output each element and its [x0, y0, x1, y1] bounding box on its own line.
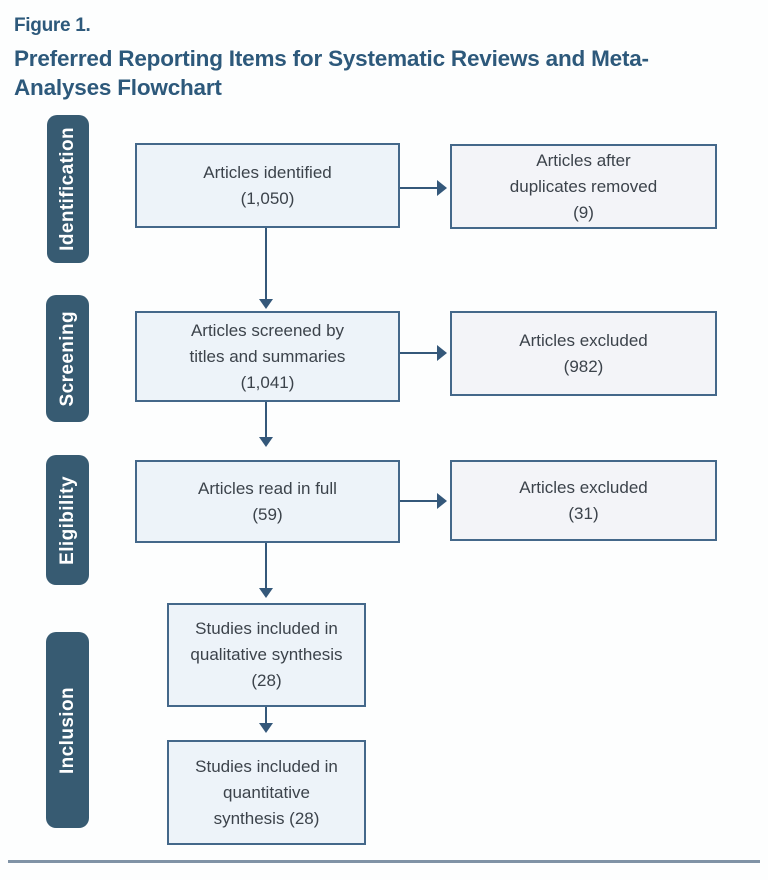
figure-title [14, 44, 754, 102]
figure-title-line-2: Analyses Flowchart [14, 75, 222, 100]
stage-label-inclusion [46, 632, 89, 828]
box-articles-identified-line1: Articles identified [203, 162, 332, 182]
box-articles-excluded-screening [450, 311, 717, 396]
stage-label-eligibility-text: Eligibility [56, 475, 78, 565]
box-excluded-31-line2: (31) [568, 503, 599, 523]
box-articles-identified-line2: (1,050) [240, 188, 295, 208]
box-articles-after-duplicates-removed [450, 144, 717, 229]
stage-label-identification [47, 115, 89, 263]
box-qualitative-line3: (28) [251, 671, 282, 690]
box-quantitative-line3: synthesis (28) [213, 808, 320, 828]
box-quantitative-line2: quantitative [223, 782, 310, 802]
box-articles-identified [135, 143, 400, 228]
box-duplicates-line2: duplicates removed [509, 176, 658, 196]
box-articles-excluded-eligibility [450, 460, 717, 541]
figure-bottom-rule [8, 860, 760, 863]
stage-label-screening [46, 295, 89, 422]
box-articles-read-in-full [135, 460, 400, 543]
box-screened-line2: titles and summaries [189, 346, 346, 366]
stage-label-identification-text: Identification [57, 127, 78, 251]
arrow-readfull-to-qualitative-stem [265, 543, 267, 588]
box-screened-line3: (1,041) [240, 372, 295, 392]
box-excluded-982-line1: Articles excluded [519, 330, 648, 350]
arrow-qualitative-to-quantitative-head-icon [259, 723, 273, 733]
box-duplicates-line3: (9) [573, 202, 594, 222]
box-studies-quantitative-synthesis [167, 740, 366, 845]
box-read-full-line2: (59) [252, 504, 283, 524]
arrow-identified-to-duplicates-head-icon [437, 180, 447, 196]
stage-label-eligibility [46, 455, 89, 585]
box-excluded-982-line2: (982) [563, 356, 604, 376]
box-qualitative-line1: Studies included in [195, 619, 338, 638]
box-qualitative-line2: qualitative synthesis [190, 645, 343, 664]
arrow-readfull-to-qualitative-head-icon [259, 588, 273, 598]
box-read-full-line1: Articles read in full [198, 478, 337, 498]
arrow-screened-to-readfull-stem [265, 402, 267, 437]
stage-label-inclusion-text: Inclusion [56, 686, 78, 774]
arrow-screened-to-readfull-head-icon [259, 437, 273, 447]
figure-label: Figure 1. [14, 15, 91, 36]
arrow-readfull-to-excluded-head-icon [437, 493, 447, 509]
arrow-qualitative-to-quantitative-stem [265, 707, 267, 723]
stage-label-screening-text: Screening [56, 310, 78, 407]
box-studies-qualitative-synthesis [167, 603, 366, 707]
box-articles-screened [135, 311, 400, 402]
box-quantitative-line1: Studies included in [195, 756, 338, 776]
arrow-identified-to-duplicates-stem [400, 187, 437, 189]
arrow-identified-to-screened-head-icon [259, 299, 273, 309]
arrow-screened-to-excluded-head-icon [437, 345, 447, 361]
box-duplicates-line1: Articles after [536, 150, 631, 170]
figure-title-line-1: Preferred Reporting Items for Systematic Reviews and Meta- [14, 46, 649, 71]
arrow-identified-to-screened-stem [265, 228, 267, 299]
arrow-readfull-to-excluded-stem [400, 500, 437, 502]
arrow-screened-to-excluded-stem [400, 352, 437, 354]
box-screened-line1: Articles screened by [190, 320, 345, 340]
box-excluded-31-line1: Articles excluded [519, 477, 648, 497]
